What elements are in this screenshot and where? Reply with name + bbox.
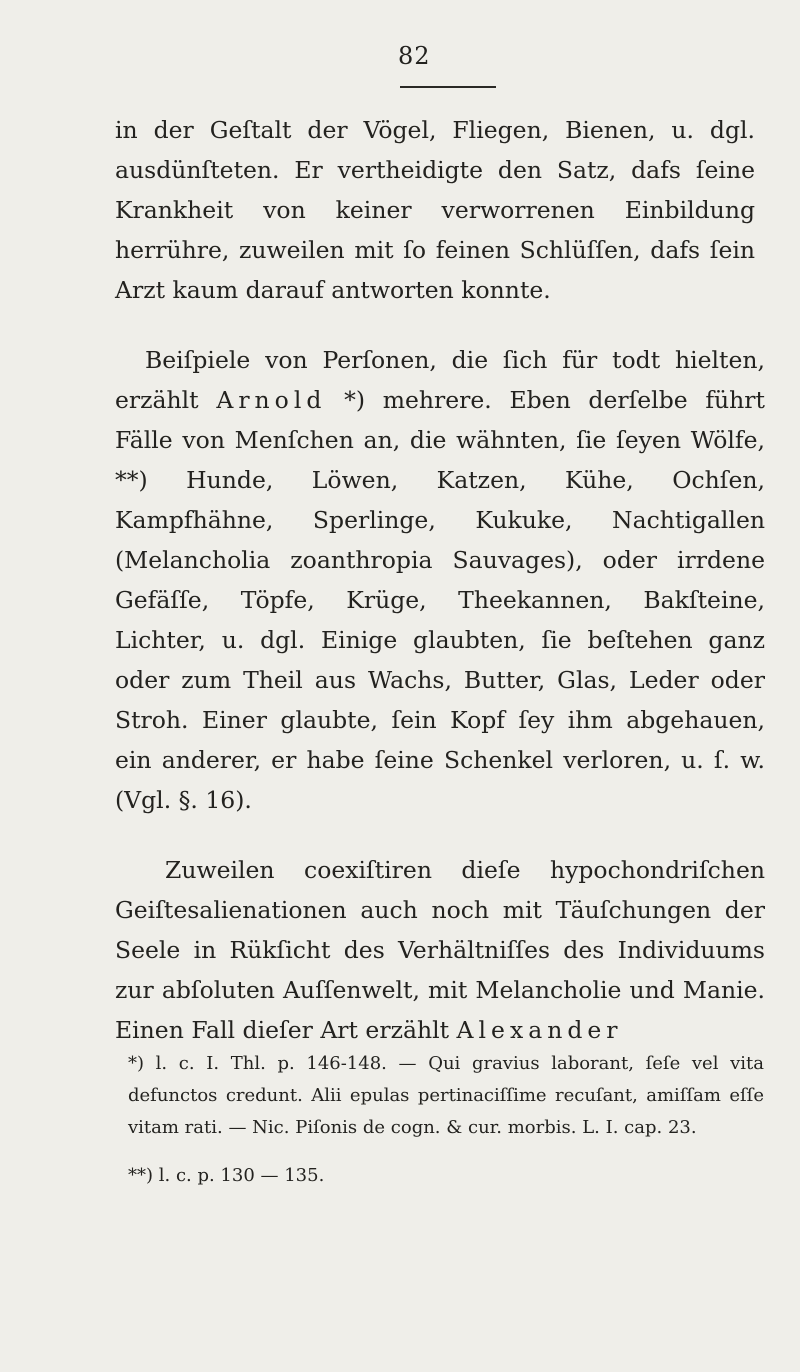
paragraph-2-text-after: *) mehrere. Eben derſelbe führt Fälle von Menſchen an, die wähnten, ſie ſeyen Wölfe, **) Hunde, Löwen, Katzen, Kühe, Ochſen, Kampfhähne, Sperlinge, Kukuke, Nachtigallen (Melancholia zoanthropia Sauvages), oder irrdene Gefäſſe, Töpfe, Krüge, Theekannen, Bakſteine, Lichter, u. dgl. Einige glaubten, ſie beſtehen ganz oder zum Theil aus Wachs, Butter, Glas, Leder oder Stroh. Einer glaubte, ſein Kopf ſey ihm abgehauen, ein anderer, er habe ſeine Schenkel verloren, u. ſ. w. (Vgl. §. 16). <box>115 386 765 814</box>
paragraph-2 <box>115 340 765 820</box>
paragraph-3-text: Zuweilen coexiſtiren dieſe hypochondriſchen Geiſtesalienationen auch noch mit Täuſchungen der Seele in Rükſicht des Verhältniſſes des Individuums zur abſoluten Auſſenwelt, mit Melancholie und Manie. Einen Fall dieſer Art erzählt <box>115 856 765 1044</box>
main-text <box>115 110 765 1050</box>
author-name-alexander: Alexander <box>456 1016 623 1044</box>
header-rule <box>400 86 496 88</box>
page-number: 82 <box>398 42 431 70</box>
author-name-arnold: Arnold <box>216 386 327 414</box>
footnote-1: *) l. c. I. Thl. p. 146-148. — Qui gravius laborant, ſeſe vel vita defunctos credunt. Alii epulas pertinaciſſime recuſant, amiſſam eſſe vitam rati. — Nic. Piſonis de cogn. & cur. morbis. L. I. cap. 23. <box>128 1053 764 1138</box>
footnote-2: **) l. c. p. 130 — 135. <box>128 1165 325 1186</box>
paragraph-2-text-before: Beiſpiele von Perſonen, die ſich für todt hielten, erzählt <box>115 346 765 414</box>
paragraph-1: in der Geſtalt der Vögel, Fliegen, Bienen, u. dgl. ausdünſteten. Er vertheidigte den Satz, dafs ſeine Krankheit von keiner verworrenen Einbildung herrühre, zuweilen mit ſo feinen Schlüſſen, dafs ſein Arzt kaum darauf antworten konnte. <box>115 116 755 304</box>
footnotes <box>128 1048 764 1192</box>
paragraph-3 <box>115 850 765 1050</box>
